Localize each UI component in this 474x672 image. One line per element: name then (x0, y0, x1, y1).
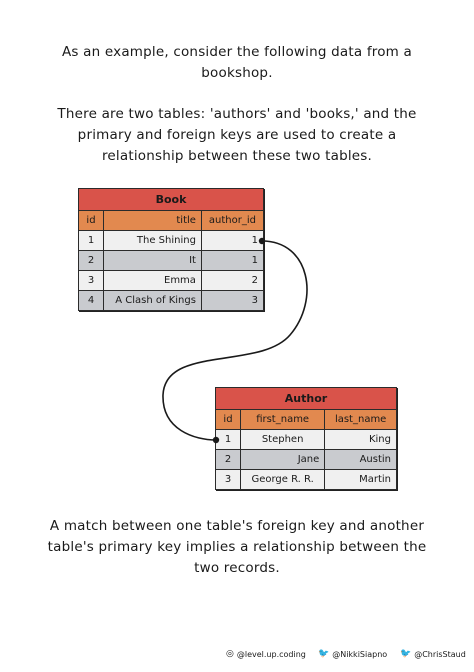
twitter-icon: 🐦 (318, 649, 330, 659)
author-table-title: Author (216, 388, 397, 410)
author-cell: 1 (216, 430, 241, 450)
foreign-key-endpoint (259, 238, 265, 244)
author-cell: 2 (216, 450, 241, 470)
footer-twitter-nikki (318, 649, 387, 659)
author-cell: Austin (325, 450, 397, 470)
book-cell: 4 (79, 291, 104, 311)
book-cell: Emma (104, 271, 202, 291)
conclusion-text: A match between one table's foreign key and another table's primary key implies a relationship between the two records. (47, 518, 427, 576)
book-cell: 1 (79, 231, 104, 251)
author-cell: George R. R. (241, 470, 325, 490)
author-cell: Stephen (241, 430, 325, 450)
footer-instagram (226, 649, 306, 659)
book-table-title: Book (79, 189, 264, 211)
instagram-icon: ◎ (226, 649, 234, 659)
author-col-first-name: first_name (241, 410, 325, 430)
author-cell: Jane (241, 450, 325, 470)
book-cell: The Shining (104, 231, 202, 251)
book-col-id: id (79, 211, 104, 231)
book-cell: 3 (201, 291, 263, 311)
book-cell: A Clash of Kings (104, 291, 202, 311)
primary-key-endpoint (213, 437, 219, 443)
book-cell: 1 (201, 251, 263, 271)
twitter-handle-chris: @ChrisStaud (414, 649, 466, 659)
instagram-handle: @level.up.coding (236, 649, 306, 659)
author-cell: King (325, 430, 397, 450)
book-col-author-id: author_id (201, 211, 263, 231)
relationship-line (163, 241, 307, 440)
twitter-icon: 🐦 (400, 649, 412, 659)
author-cell: 3 (216, 470, 241, 490)
book-cell: 1 (201, 231, 263, 251)
book-cell: 2 (201, 271, 263, 291)
tables-description-text: There are two tables: 'authors' and 'books,' and the primary and foreign keys are used to create a relationship between these two tables. (57, 106, 417, 164)
intro-text: As an example, consider the following data from a bookshop. (61, 44, 413, 81)
book-col-title: title (104, 211, 202, 231)
twitter-handle-nikki: @NikkiSiapno (332, 649, 388, 659)
author-col-last-name: last_name (325, 410, 397, 430)
footer-twitter-chris (400, 649, 466, 659)
book-cell: 2 (79, 251, 104, 271)
author-col-id: id (216, 410, 241, 430)
book-cell: It (104, 251, 202, 271)
author-cell: Martin (325, 470, 397, 490)
book-cell: 3 (79, 271, 104, 291)
